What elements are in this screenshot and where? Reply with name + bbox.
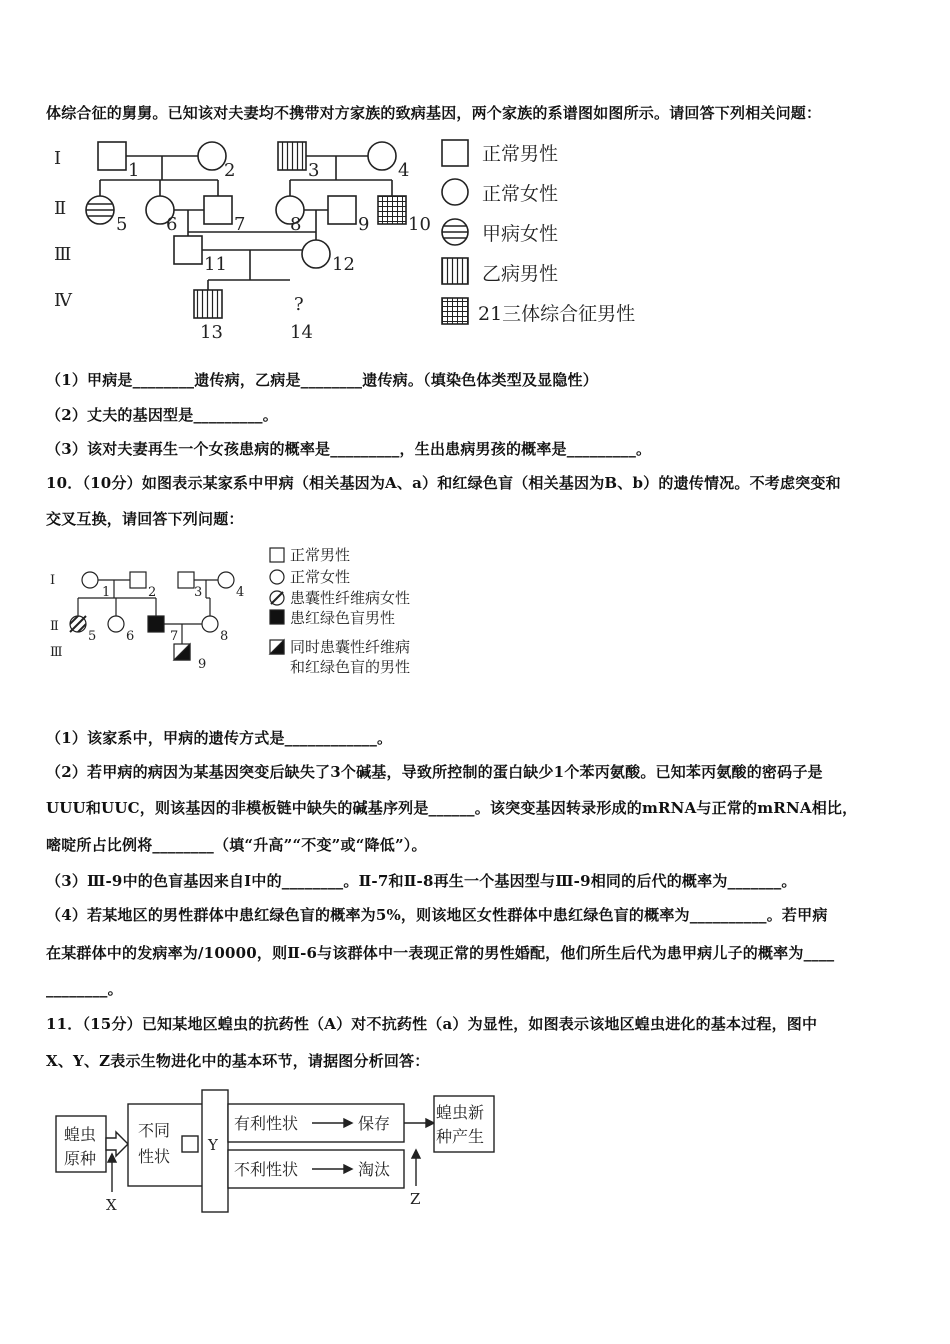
- svg-text:5: 5: [88, 629, 97, 644]
- svg-text:5: 5: [116, 214, 128, 235]
- legend-label: 和红绿色盲的男性: [290, 658, 411, 676]
- svg-text:8: 8: [220, 629, 229, 644]
- svg-text:2: 2: [224, 160, 236, 181]
- svg-text:Ⅱ: Ⅱ: [50, 619, 59, 634]
- svg-text:不同: 不同: [138, 1121, 171, 1140]
- gen-label: Ⅱ: [54, 198, 67, 219]
- svg-text:3: 3: [194, 585, 203, 600]
- svg-text:原种: 原种: [64, 1149, 97, 1168]
- legend-label: 患囊性纤维病女性: [290, 589, 411, 607]
- legend-label: 正常女性: [482, 183, 559, 205]
- svg-text:13: 13: [200, 322, 223, 343]
- svg-text:?: ?: [294, 294, 304, 315]
- svg-text:4: 4: [236, 585, 245, 600]
- svg-text:2: 2: [148, 585, 157, 600]
- svg-text:4: 4: [398, 160, 410, 181]
- gen-label: Ⅳ: [54, 290, 72, 311]
- q10-part-2c: 嘧啶所占比例将________（填“升高”“不变”或“降低”）。: [46, 836, 427, 854]
- legend-label: 正常男性: [482, 143, 559, 165]
- legend-label: 正常女性: [290, 568, 351, 586]
- gen-label: Ⅲ: [54, 244, 72, 265]
- svg-text:有利性状: 有利性状: [234, 1114, 299, 1133]
- legend-label: 患红绿色盲男性: [290, 609, 396, 627]
- svg-text:10: 10: [408, 214, 431, 235]
- intro-text: 体综合征的舅舅。已知该对夫妻均不携带对方家族的致病基因，两个家族的系谱图如图所示。请回答下列相关问题：: [46, 104, 822, 122]
- svg-text:不利性状: 不利性状: [234, 1160, 299, 1179]
- svg-text:淘汰: 淘汰: [358, 1160, 391, 1179]
- q10-part-4b: 在某群体中的发病率为/10000，则Ⅱ-6与该群体中一表现正常的男性婚配，他们所生后代为患甲病儿子的概率为____: [46, 944, 835, 962]
- svg-text:11: 11: [204, 254, 227, 275]
- q10-part-3: （3）Ⅲ-9中的色盲基因来自Ⅰ中的________。Ⅱ-7和Ⅱ-8再生一个基因型与Ⅲ-9相同的后代的概率为_______。: [46, 872, 797, 890]
- svg-text:Z: Z: [410, 1190, 421, 1208]
- svg-text:保存: 保存: [358, 1114, 391, 1133]
- legend-label: 同时患囊性纤维病: [290, 638, 411, 656]
- svg-text:3: 3: [308, 160, 320, 181]
- evolution-diagram: [52, 1086, 502, 1216]
- svg-text:9: 9: [358, 214, 370, 235]
- q9-part-2: （2）丈夫的基因型是_________。: [46, 406, 278, 424]
- svg-text:6: 6: [126, 629, 135, 644]
- svg-text:性状: 性状: [138, 1147, 171, 1166]
- svg-text:8: 8: [290, 214, 302, 235]
- pedigree-figure-2: [44, 544, 444, 684]
- q9-part-1: （1）甲病是________遗传病，乙病是________遗传病。（填染色体类型及显隐性）: [46, 371, 598, 389]
- q10-part-1: （1）该家系中，甲病的遗传方式是____________。: [46, 729, 393, 747]
- svg-text:1: 1: [128, 160, 140, 181]
- svg-text:Y: Y: [208, 1136, 218, 1154]
- pedigree-figure-1: [40, 134, 660, 346]
- svg-text:7: 7: [234, 214, 246, 235]
- svg-text:7: 7: [170, 629, 179, 644]
- svg-text:Ⅰ: Ⅰ: [50, 573, 56, 588]
- q10-heading: 10．（10分）如图表示某家系中甲病（相关基因为A、a）和红绿色盲（相关基因为B、b）的遗传情况。不考虑突变和: [46, 474, 841, 492]
- gen-label: Ⅰ: [54, 148, 62, 169]
- svg-text:Ⅲ: Ⅲ: [50, 645, 63, 660]
- q10-heading-2: 交叉互换，请回答下列问题：: [46, 510, 244, 528]
- legend-label: 21三体综合征男性: [478, 303, 636, 325]
- svg-text:种产生: 种产生: [436, 1127, 485, 1146]
- q10-part-4: （4）若某地区的男性群体中患红绿色盲的概率为5%，则该地区女性群体中患红绿色盲的概率为__________。若甲病: [46, 906, 828, 924]
- svg-text:6: 6: [166, 214, 178, 235]
- legend-label: 正常男性: [290, 546, 351, 564]
- q11-heading: 11．（15分）已知某地区蝗虫的抗药性（A）对不抗药性（a）为显性，如图表示该地区蝗虫进化的基本过程，图中: [46, 1015, 818, 1033]
- q11-heading-2: X、Y、Z表示生物进化中的基本环节，请据图分析回答：: [46, 1052, 430, 1070]
- legend-label: 甲病女性: [482, 223, 559, 245]
- svg-text:1: 1: [102, 585, 111, 600]
- svg-text:14: 14: [290, 322, 313, 343]
- svg-text:9: 9: [198, 657, 207, 672]
- legend-label: 乙病男性: [482, 263, 559, 285]
- q10-part-2: （2）若甲病的病因为某基因突变后缺失了3个碱基，导致所控制的蛋白缺少1个苯丙氨酸。已知苯丙氨酸的密码子是: [46, 763, 823, 781]
- svg-text:蝗虫新: 蝗虫新: [436, 1103, 485, 1122]
- svg-text:X: X: [106, 1196, 117, 1214]
- svg-text:12: 12: [332, 254, 355, 275]
- q9-part-3: （3）该对夫妻再生一个女孩患病的概率是_________，生出患病男孩的概率是_________。: [46, 440, 652, 458]
- svg-text:蝗虫: 蝗虫: [64, 1125, 97, 1144]
- q10-part-4c: ________。: [46, 980, 123, 998]
- q10-part-2b: UUU和UUC，则该基因的非模板链中缺失的碱基序列是______。该突变基因转录形成的mRNA与正常的mRNA相比，: [46, 799, 858, 817]
